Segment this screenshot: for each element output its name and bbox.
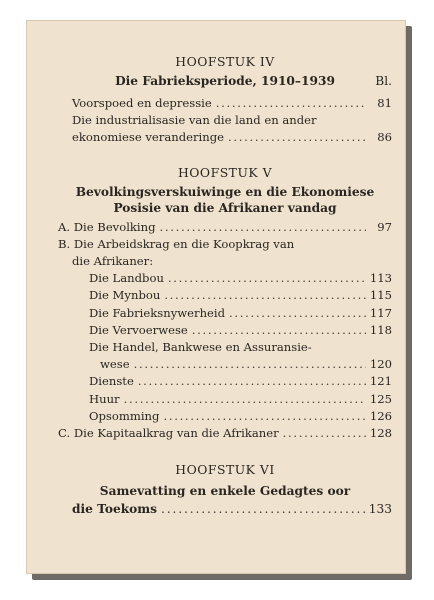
toc-sub-entry [58, 391, 392, 408]
toc-entry-line1: Die industrialisasie van die land en ander [72, 113, 317, 128]
toc-page-number: 125 [369, 391, 392, 406]
dot-leader [161, 501, 365, 518]
toc-page-number: 126 [369, 408, 392, 423]
toc-page-number: 120 [369, 357, 392, 372]
chapter-vi-title-line2: die Toekoms [72, 502, 158, 517]
dot-leader [124, 391, 366, 408]
toc-entry [58, 219, 392, 236]
toc-page-number: 115 [369, 288, 392, 303]
chapter-v-title-line2: Posisie van die Afrikaner vandag [113, 200, 337, 215]
page-column-label: Bl. [375, 74, 392, 88]
toc-page-number: 121 [369, 374, 392, 389]
toc-page-number: 113 [369, 271, 392, 286]
chapter-v-heading: HOOFSTUK V [177, 164, 273, 180]
toc-entry-text: Die Fabrieksnywerheid [89, 305, 226, 320]
toc-entry [58, 501, 392, 518]
dot-leader [138, 373, 366, 390]
toc-sub-entry-line1: Die Handel, Bankwese en Assuransie- [89, 340, 312, 355]
dot-leader [134, 356, 366, 373]
toc-page-number: 128 [369, 426, 392, 441]
toc-entry-text: Opsomming [89, 408, 160, 423]
chapter-iv-title: Die Fabrieksperiode, 1910–1939 [115, 74, 335, 88]
toc-page-number: 133 [368, 502, 392, 517]
toc-sub-entry [58, 373, 392, 390]
toc-entry [58, 425, 392, 442]
dot-leader [283, 425, 366, 442]
toc-entry-text: Voorspoed en depressie [72, 96, 212, 110]
toc-page-number: 81 [377, 96, 392, 110]
toc-entry-text: C. Die Kapitaalkrag van die Afrikaner [58, 426, 279, 441]
chapter-iv-heading: HOOFSTUK IV [175, 54, 275, 69]
toc-page-number: 118 [369, 322, 392, 337]
dot-leader [164, 287, 366, 304]
chapter-vi-heading: HOOFSTUK VI [175, 462, 275, 478]
dot-leader [192, 322, 366, 339]
toc-sub-entry [58, 322, 392, 339]
chapter-v-title-line1: Bevolkingsverskuiwinge en die Ekonomiese [75, 184, 375, 199]
toc-page-number: 97 [377, 219, 392, 234]
toc-page-number: 117 [369, 305, 392, 320]
toc-entry-line1: B. Die Arbeidskrag en die Koopkrag van [58, 236, 295, 251]
toc-entry-line2: die Afrikaner: [72, 254, 154, 269]
book-page [26, 20, 406, 574]
table-of-contents [58, 50, 392, 518]
toc-entry-text: Die Mynbou [89, 288, 161, 303]
toc-entry [58, 95, 392, 112]
toc-page-number: 86 [377, 130, 392, 145]
dot-leader [163, 408, 365, 425]
dot-leader [228, 129, 366, 146]
dot-leader [160, 219, 366, 236]
toc-entry-text: ekonomiese veranderinge [72, 130, 224, 145]
toc-entry-text: Die Vervoerwese [89, 322, 188, 337]
toc-sub-entry [58, 305, 392, 322]
toc-sub-entry [58, 356, 392, 373]
toc-entry-text: Huur [89, 391, 120, 406]
toc-entry-text: wese [100, 357, 130, 372]
toc-entry-text: A. Die Bevolking [58, 219, 156, 234]
toc-sub-entry [58, 287, 392, 304]
toc-entry-text: Die Landbou [89, 271, 164, 286]
toc-entry [58, 129, 392, 146]
dot-leader [229, 305, 366, 322]
chapter-vi-title-line1: Samevatting en enkele Gedagtes oor [99, 484, 351, 499]
toc-entry-text: Dienste [89, 374, 134, 389]
dot-leader [168, 270, 366, 287]
toc-sub-entry [58, 408, 392, 425]
dot-leader [216, 95, 366, 112]
toc-sub-entry [58, 270, 392, 287]
